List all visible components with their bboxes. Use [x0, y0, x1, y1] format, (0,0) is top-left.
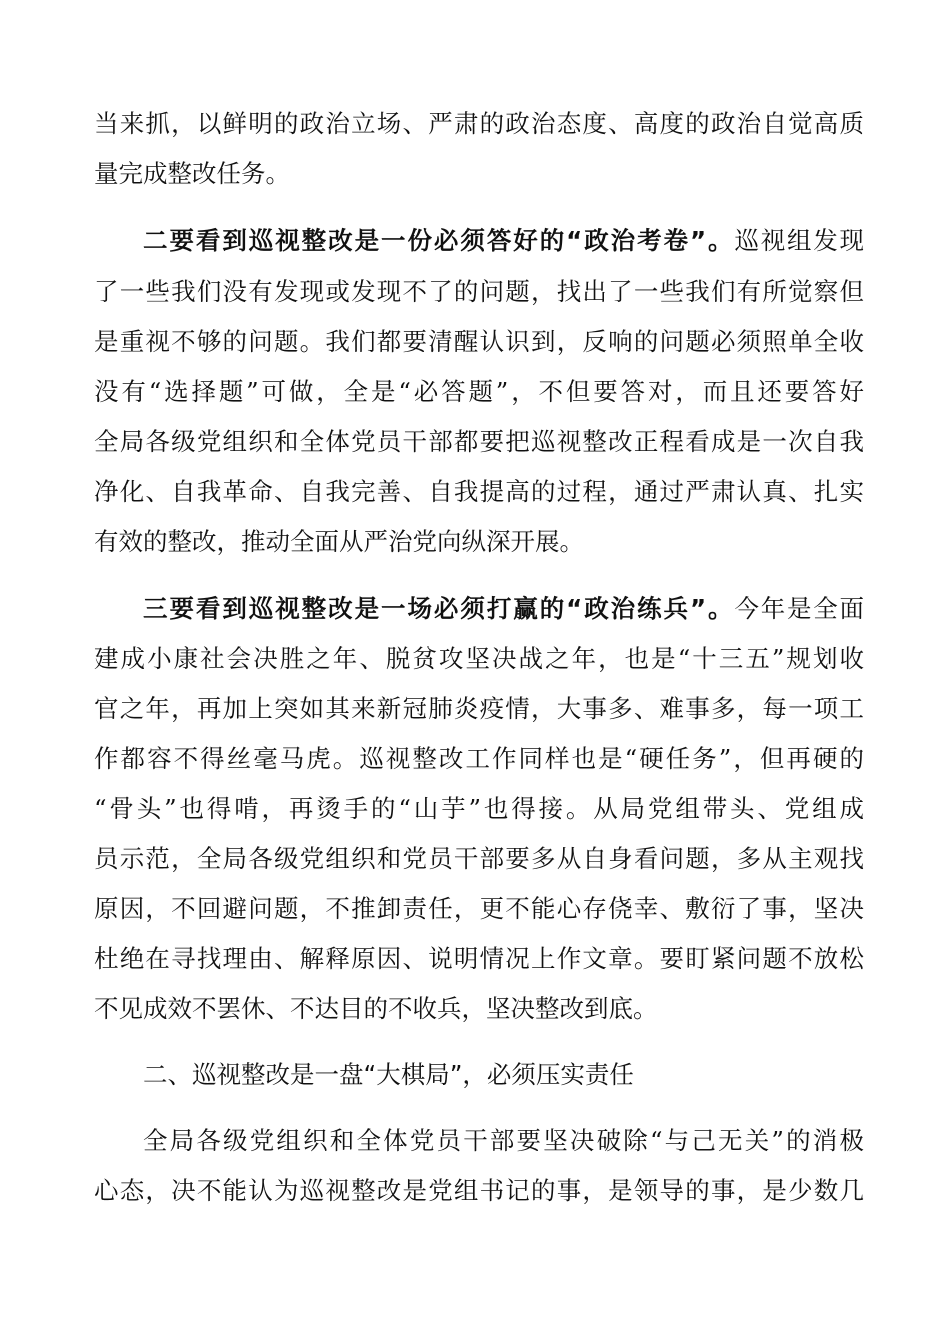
paragraph-line: 了一些我们没有发现或发现不了的问题，找出了一些我们有所觉察但 [94, 277, 864, 306]
paragraph-line: “骨头”也得啃，再烫手的“山芋”也得接。从局党组带头、党组成 [94, 794, 864, 823]
paragraph-line: 建成小康社会决胜之年、脱贫攻坚决战之年，也是“十三五”规划收 [94, 644, 864, 673]
paragraph-line: 是重视不够的问题。我们都要清醒认识到，反响的问题必须照单全收 [94, 327, 864, 356]
section-heading: 二、巡视整改是一盘“大棋局”，必须压实责任 [143, 1060, 634, 1089]
paragraph-line: 员示范，全局各级党组织和党员干部要多从自身看问题，多从主观找 [94, 844, 864, 873]
paragraph-lead-bold: 三要看到巡视整改是一场必须打赢的“政治练兵”。 [143, 594, 735, 623]
paragraph-text: 今年是全面 [734, 594, 864, 623]
paragraph-text: 巡视组发现 [734, 226, 864, 255]
paragraph-line: 当来抓，以鲜明的政治立场、严肃的政治态度、高度的政治自觉高质 [94, 109, 864, 138]
paragraph-lead-bold: 二要看到巡视整改是一份必须答好的“政治考卷”。 [143, 226, 735, 255]
paragraph-line: 官之年，再加上突如其来新冠肺炎疫情，大事多、难事多，每一项工 [94, 694, 864, 723]
paragraph-first-line: 全局各级党组织和全体党员干部要坚决破除“与己无关”的消极 [143, 1126, 864, 1155]
paragraph-line: 有效的整改，推动全面从严治党向纵深开展。 [94, 527, 584, 556]
paragraph-line: 净化、自我革命、自我完善、自我提高的过程，通过严肃认真、扎实 [94, 477, 864, 506]
paragraph-line: 没有“选择题”可做，全是“必答题”，不但要答对，而且还要答好 [94, 377, 864, 406]
paragraph-first-line [143, 589, 864, 629]
paragraph-line: 杜绝在寻找理由、解释原因、说明情况上作文章。要盯紧问题不放松 [94, 944, 864, 973]
paragraph-line: 不见成效不罢休、不达目的不收兵，坚决整改到底。 [94, 994, 658, 1023]
paragraph-line: 量完成整改任务。 [94, 159, 290, 188]
paragraph-line: 原因，不回避问题，不推卸责任，更不能心存侥幸、敷衍了事，坚决 [94, 894, 864, 923]
paragraph-line: 作都容不得丝毫马虎。巡视整改工作同样也是“硬任务”，但再硬的 [94, 744, 864, 773]
paragraph-line: 全局各级党组织和全体党员干部都要把巡视整改正程看成是一次自我 [94, 427, 864, 456]
paragraph-first-line [143, 221, 864, 261]
paragraph-line: 心态，决不能认为巡视整改是党组书记的事，是领导的事，是少数几 [94, 1176, 864, 1205]
